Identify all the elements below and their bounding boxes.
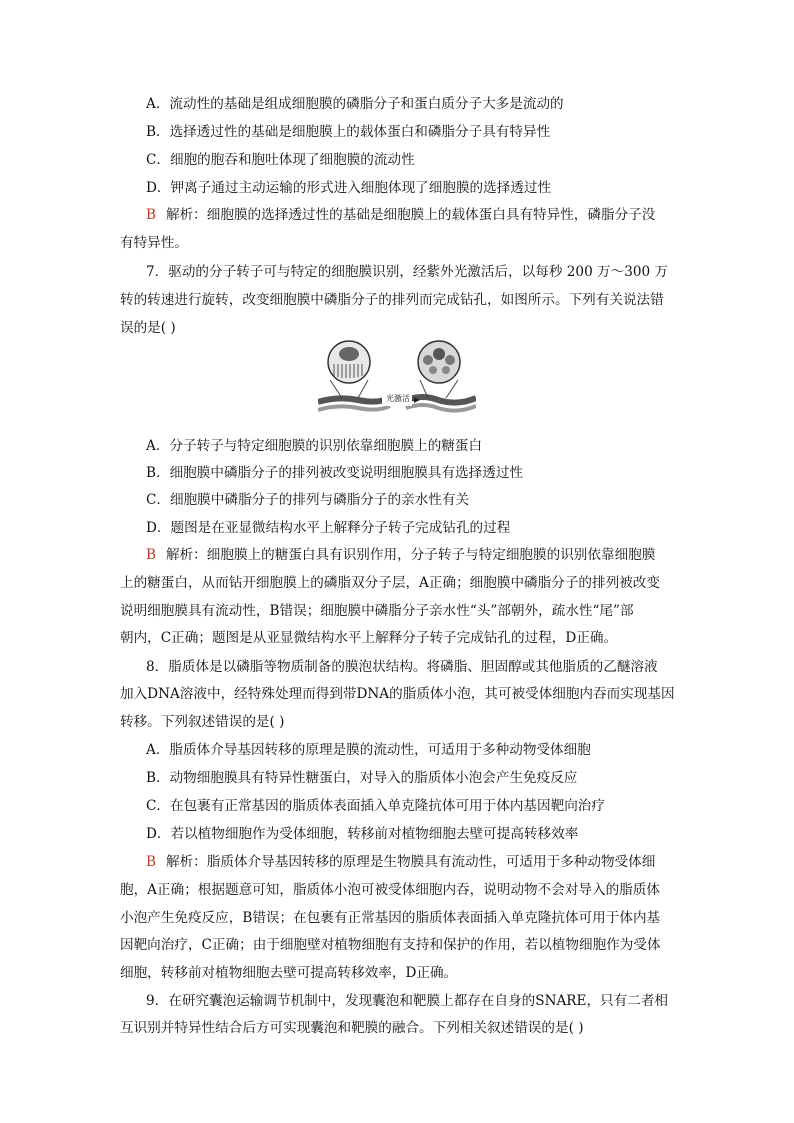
- q7-answer: B: [146, 547, 156, 563]
- q7-stem-line: 转的转速进行旋转，改变细胞膜中磷脂分子的排列而完成钻孔，如图所示。下列有关说法错: [120, 292, 664, 308]
- q8-option-a: A．脂质体介导基因转移的原理是膜的流动性，可适用于多种动物受体细胞: [146, 742, 591, 758]
- q7-option-d: D．题图是在亚显微结构水平上解释分子转子完成钻孔的过程: [146, 520, 511, 536]
- q9-stem-line: 9．在研究囊泡运输调节机制中，发现囊泡和靶膜上都存在自身的SNARE，只有二者相: [146, 993, 669, 1009]
- q6-analysis-line: [146, 206, 655, 224]
- q7-analysis-line: 上的糖蛋白，从而钻开细胞膜上的磷脂双分子层，A正确；细胞膜中磷脂分子的排列被改变: [120, 575, 660, 591]
- q7-option-c: C．细胞膜中磷脂分子的排列与磷脂分子的亲水性有关: [146, 492, 470, 508]
- q7-analysis-text: 解析：细胞膜上的糖蛋白具有识别作用，分子转子与特定细胞膜的识别依靠细胞膜: [166, 547, 656, 563]
- q8-analysis-text: 解析：脂质体介导基因转移的原理是生物膜具有流动性，可适用于多种动物受体细: [166, 854, 656, 870]
- q8-option-b: B．动物细胞膜具有特异性糖蛋白，对导入的脂质体小泡会产生免疫反应: [146, 770, 578, 786]
- q8-analysis-line: 细胞，转移前对植物细胞去壁可提高转移效率，D正确。: [120, 965, 458, 981]
- q6-option-c: C．细胞的胞吞和胞吐体现了细胞膜的流动性: [146, 152, 415, 168]
- q6-option-b: B．选择透过性的基础是细胞膜上的载体蛋白和磷脂分子具有特异性: [146, 124, 551, 140]
- q6-option-a: A．流动性的基础是组成细胞膜的磷脂分子和蛋白质分子大多是流动的: [146, 96, 564, 112]
- q6-analysis-text: 解析：细胞膜的选择透过性的基础是细胞膜上的载体蛋白具有特异性，磷脂分子没: [166, 207, 656, 223]
- q6-answer: B: [146, 207, 156, 223]
- q8-analysis-line: [146, 853, 655, 871]
- q8-stem-line: 加入DNA溶液中，经特殊处理而得到带DNA的脂质体小泡，其可被受体细胞内吞而实现基因: [120, 686, 675, 702]
- figure-label: 光激活: [386, 394, 410, 403]
- q6-analysis-line: 有特异性。: [120, 235, 188, 251]
- q8-analysis-line: 小泡产生免疫反应，B错误；在包裹有正常基因的脂质体表面插入单克隆抗体可用于体内基: [120, 910, 661, 926]
- q8-analysis-line: 胞，A正确；根据题意可知，脂质体小泡可被受体细胞内吞，说明动物不会对导入的脂质体: [120, 882, 660, 898]
- q7-stem-line: 误的是( ): [120, 320, 176, 336]
- q7-analysis-line: [146, 546, 655, 564]
- membrane-drilling-figure: [318, 340, 476, 424]
- q7-option-b: B．细胞膜中磷脂分子的排列被改变说明细胞膜具有选择透过性: [146, 465, 524, 481]
- q8-stem-line: 转移。下列叙述错误的是( ): [120, 714, 285, 730]
- q7-analysis-line: 朝内，C正确；题图是从亚显微结构水平上解释分子转子完成钻孔的过程，D正确。: [120, 630, 618, 646]
- q8-option-d: D．若以植物细胞作为受体细胞，转移前对植物细胞去壁可提高转移效率: [146, 826, 579, 842]
- q8-stem-line: 8．脂质体是以磷脂等物质制备的膜泡状结构。将磷脂、胆固醇或其他脂质的乙醚溶液: [146, 659, 658, 675]
- q6-option-d: D．钾离子通过主动运输的形式进入细胞体现了细胞膜的选择透过性: [146, 180, 552, 196]
- membrane-diagram: [318, 340, 476, 424]
- q8-option-c: C．在包裹有正常基因的脂质体表面插入单克隆抗体可用于体内基因靶向治疗: [146, 798, 605, 814]
- q7-stem-line: 7．驱动的分子转子可与特定的细胞膜识别，经紫外光激活后，以每秒 200 万～300 万: [146, 264, 669, 280]
- q7-option-a: A．分子转子与特定细胞膜的识别依靠细胞膜上的糖蛋白: [146, 438, 483, 454]
- q8-answer: B: [146, 854, 156, 870]
- q9-stem-line: 互识别并特异性结合后方可实现囊泡和靶膜的融合。下列相关叙述错误的是( ): [120, 1020, 584, 1036]
- q7-analysis-line: 说明细胞膜具有流动性，B错误；细胞膜中磷脂分子亲水性“头”部朝外，疏水性“尾”部: [120, 603, 634, 619]
- q8-analysis-line: 因靶向治疗，C正确；由于细胞壁对植物细胞有支持和保护的作用，若以植物细胞作为受体: [120, 937, 661, 953]
